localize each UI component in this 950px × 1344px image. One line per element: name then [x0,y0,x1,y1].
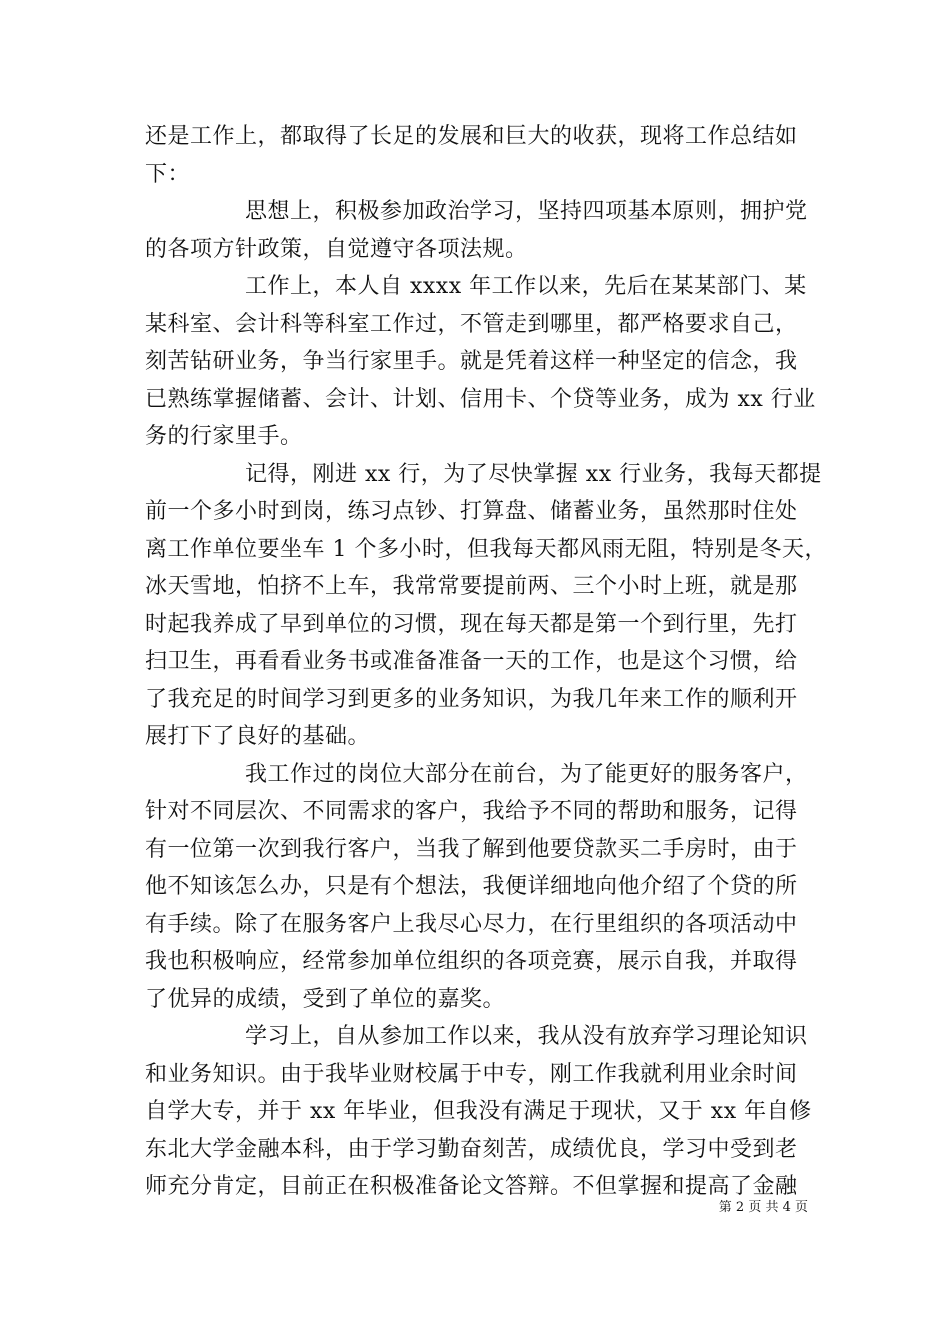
paragraph-start-line: 学习上，自从参加工作以来，我从没有放弃学习理论知识 [245,1024,808,1049]
text-line: 务的行家里手。 [145,424,303,449]
text-line: 我也积极响应，经常参加单位组织的各项竞赛，展示自我，并取得 [145,949,798,974]
text-line: 了我充足的时间学习到更多的业务知识，为我几年来工作的顺利开 [145,686,798,712]
text-line: 针对不同层次、不同需求的客户，我给予不同的帮助和服务，记得 [145,799,798,824]
text-line: 某科室、会计科等科室工作过，不管走到哪里，都严格要求自己， [145,311,798,337]
text-line: 已熟练掌握储蓄、会计、计划、信用卡、个贷等业务，成为 xx 行业 [145,386,816,412]
text-line: 师充分肯定，目前正在积极准备论文答辩。不但掌握和提高了金融 [145,1174,798,1199]
text-line: 还是工作上，都取得了长足的发展和巨大的收获，现将工作总结如 [145,124,798,149]
text-line: 和业务知识。由于我毕业财校属于中专，刚工作我就利用业余时间 [145,1061,798,1087]
text-line: 扫卫生，再看看业务书或准备准备一天的工作，也是这个习惯，给 [145,649,798,674]
text-line: 离工作单位要坐车 1 个多小时，但我每天都风雨无阻，特别是冬天， [145,536,827,562]
text-line: 自学大专，并于 xx 年毕业，但我没有满足于现状，又于 xx 年自修 [145,1099,812,1124]
text-line: 的各项方针政策，自觉遵守各项法规。 [145,236,528,262]
text-line: 冰天雪地，怕挤不上车，我常常要提前两、三个小时上班，就是那 [145,574,798,599]
text-line: 下： [145,161,191,187]
paragraph-start-line: 我工作过的岗位大部分在前台，为了能更好的服务客户， [245,761,808,787]
text-line: 刻苦钻研业务，争当行家里手。就是凭着这样一种坚定的信念，我 [145,349,798,374]
document-body [145,118,825,1206]
text-line: 他不知该怎么办，只是有个想法，我便详细地向他介绍了个贷的所 [145,874,798,899]
page-number-footer: 第 2 页 共 4 页 [718,1200,808,1215]
text-line: 有一位第一次到我行客户，当我了解到他要贷款买二手房时，由于 [145,836,798,862]
paragraph-start-line: 工作上，本人自 xxxx 年工作以来，先后在某某部门、某 [245,274,807,299]
paragraph-start-line: 思想上，积极参加政治学习，坚持四项基本原则，拥护党 [245,199,808,224]
text-line: 东北大学金融本科，由于学习勤奋刻苦，成绩优良，学习中受到老 [145,1136,798,1162]
text-line: 前一个多小时到岗，练习点钞、打算盘、储蓄业务，虽然那时住处 [145,499,798,524]
paragraph-start-line: 记得，刚进 xx 行，为了尽快掌握 xx 行业务，我每天都提 [245,461,822,487]
text-line: 展打下了良好的基础。 [145,724,371,749]
text-line: 时起我养成了早到单位的习惯，现在每天都是第一个到行里，先打 [145,611,798,637]
text-line: 了优异的成绩，受到了单位的嘉奖。 [145,986,506,1012]
text-line: 有手续。除了在服务客户上我尽心尽力，在行里组织的各项活动中 [145,911,798,937]
